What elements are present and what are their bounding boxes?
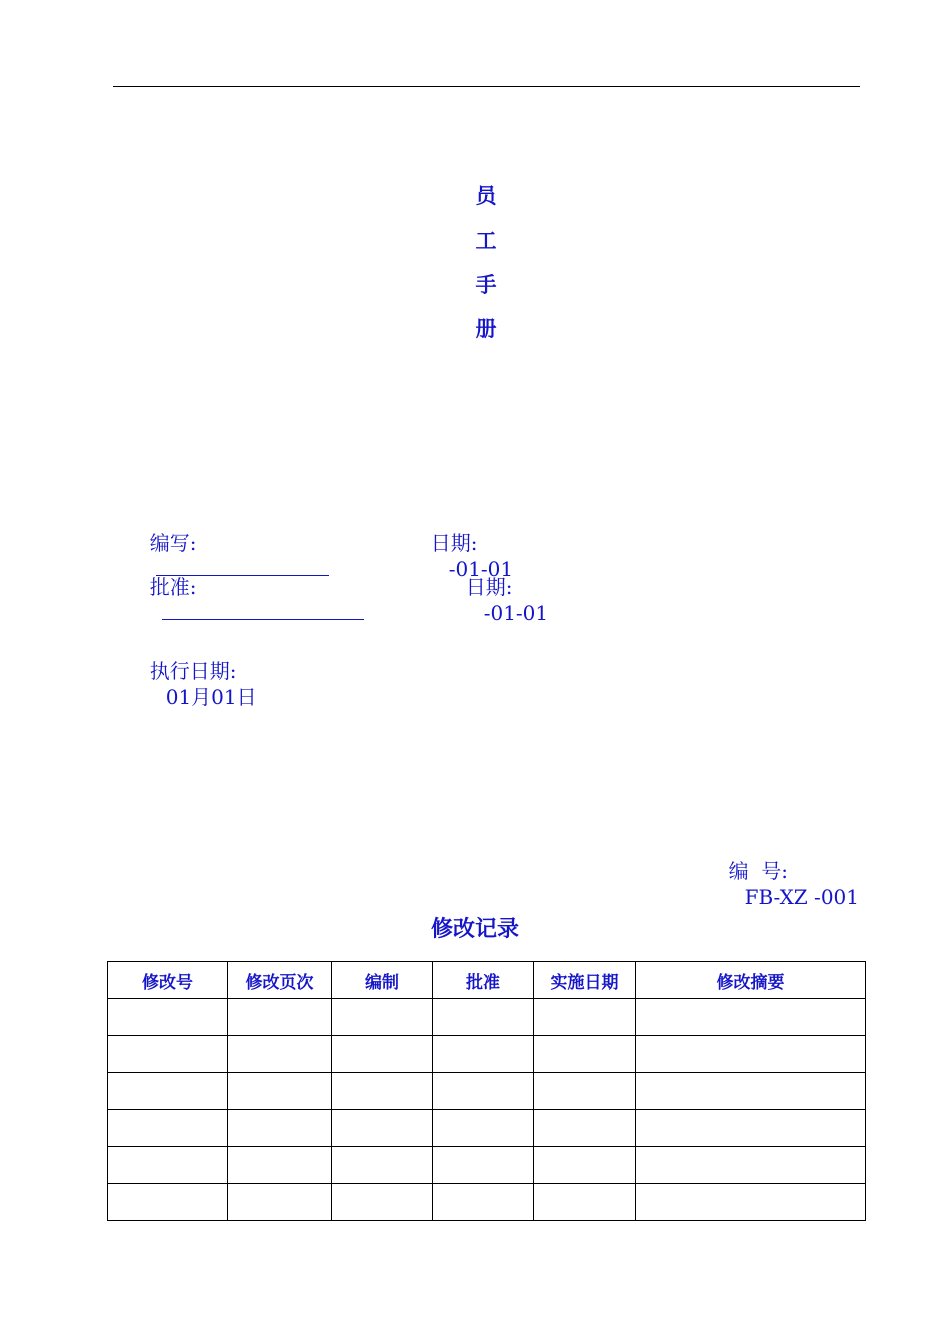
- table-cell[interactable]: [332, 1147, 433, 1184]
- table-cell[interactable]: [636, 999, 866, 1036]
- table-cell[interactable]: [433, 1184, 534, 1221]
- table-cell[interactable]: [636, 1147, 866, 1184]
- table-cell[interactable]: [332, 999, 433, 1036]
- effective-date-label: 执行日期:: [149, 659, 237, 683]
- title-char-2: 工: [475, 229, 497, 253]
- table-cell[interactable]: [332, 1073, 433, 1110]
- title-char-1: 员: [475, 184, 497, 208]
- table-cell[interactable]: [108, 999, 228, 1036]
- header-revision-no: 修改号: [108, 962, 228, 999]
- table-cell[interactable]: [228, 1184, 332, 1221]
- table-row: [108, 1073, 866, 1110]
- table-cell[interactable]: [228, 1036, 332, 1073]
- table-cell[interactable]: [108, 1110, 228, 1147]
- header-effective-date: 实施日期: [534, 962, 636, 999]
- table-cell[interactable]: [108, 1073, 228, 1110]
- approver-signature-field[interactable]: [162, 601, 364, 620]
- table-cell[interactable]: [108, 1036, 228, 1073]
- doc-number-value: FB-XZ -001: [744, 885, 859, 909]
- header-compiled-by: 编制: [332, 962, 433, 999]
- title-char-4: 册: [475, 317, 497, 341]
- table-header-row: [108, 962, 866, 999]
- table-row: [108, 1184, 866, 1221]
- revision-table: [107, 961, 866, 1221]
- effective-date-line: [137, 632, 257, 710]
- approver-line: [137, 548, 364, 626]
- table-cell[interactable]: [433, 999, 534, 1036]
- table-cell[interactable]: [636, 1073, 866, 1110]
- approver-date-value: -01-01: [483, 601, 549, 625]
- table-cell[interactable]: [332, 1036, 433, 1073]
- table-cell[interactable]: [228, 1073, 332, 1110]
- table-cell[interactable]: [108, 1184, 228, 1221]
- table-cell[interactable]: [534, 1073, 636, 1110]
- compiler-date-value: -01-01: [448, 557, 514, 581]
- table-cell[interactable]: [108, 1147, 228, 1184]
- approver-date-label: 日期:: [465, 575, 513, 599]
- table-cell[interactable]: [433, 1073, 534, 1110]
- header-revised-pages: 修改页次: [228, 962, 332, 999]
- table-row: [108, 1110, 866, 1147]
- table-row: [108, 1036, 866, 1073]
- table-row: [108, 1147, 866, 1184]
- table-cell[interactable]: [636, 1110, 866, 1147]
- table-cell[interactable]: [228, 1110, 332, 1147]
- table-cell[interactable]: [228, 999, 332, 1036]
- table-cell[interactable]: [636, 1036, 866, 1073]
- table-cell[interactable]: [534, 1110, 636, 1147]
- effective-date-value: 01月01日: [165, 685, 257, 709]
- doc-number-label: 编 号:: [728, 859, 789, 883]
- table-cell[interactable]: [534, 1147, 636, 1184]
- title-char-3: 手: [475, 273, 497, 297]
- table-cell[interactable]: [534, 999, 636, 1036]
- revision-record-title: 修改记录: [430, 917, 519, 942]
- revision-table-body: [108, 999, 866, 1221]
- approver-label: 批准:: [149, 575, 197, 599]
- doc-number-line: [716, 832, 859, 910]
- table-cell[interactable]: [534, 1036, 636, 1073]
- header-revision-summary: 修改摘要: [636, 962, 866, 999]
- table-cell[interactable]: [332, 1184, 433, 1221]
- header-approved-by: 批准: [433, 962, 534, 999]
- table-cell[interactable]: [433, 1110, 534, 1147]
- table-cell[interactable]: [332, 1110, 433, 1147]
- table-cell[interactable]: [636, 1184, 866, 1221]
- compiler-date-label: 日期:: [430, 531, 478, 555]
- approver-date-line: [453, 548, 548, 626]
- compiler-label: 编写:: [149, 531, 197, 555]
- table-cell[interactable]: [433, 1147, 534, 1184]
- header-rule: [113, 86, 860, 87]
- table-cell[interactable]: [534, 1184, 636, 1221]
- table-cell[interactable]: [228, 1147, 332, 1184]
- table-cell[interactable]: [433, 1036, 534, 1073]
- table-row: [108, 999, 866, 1036]
